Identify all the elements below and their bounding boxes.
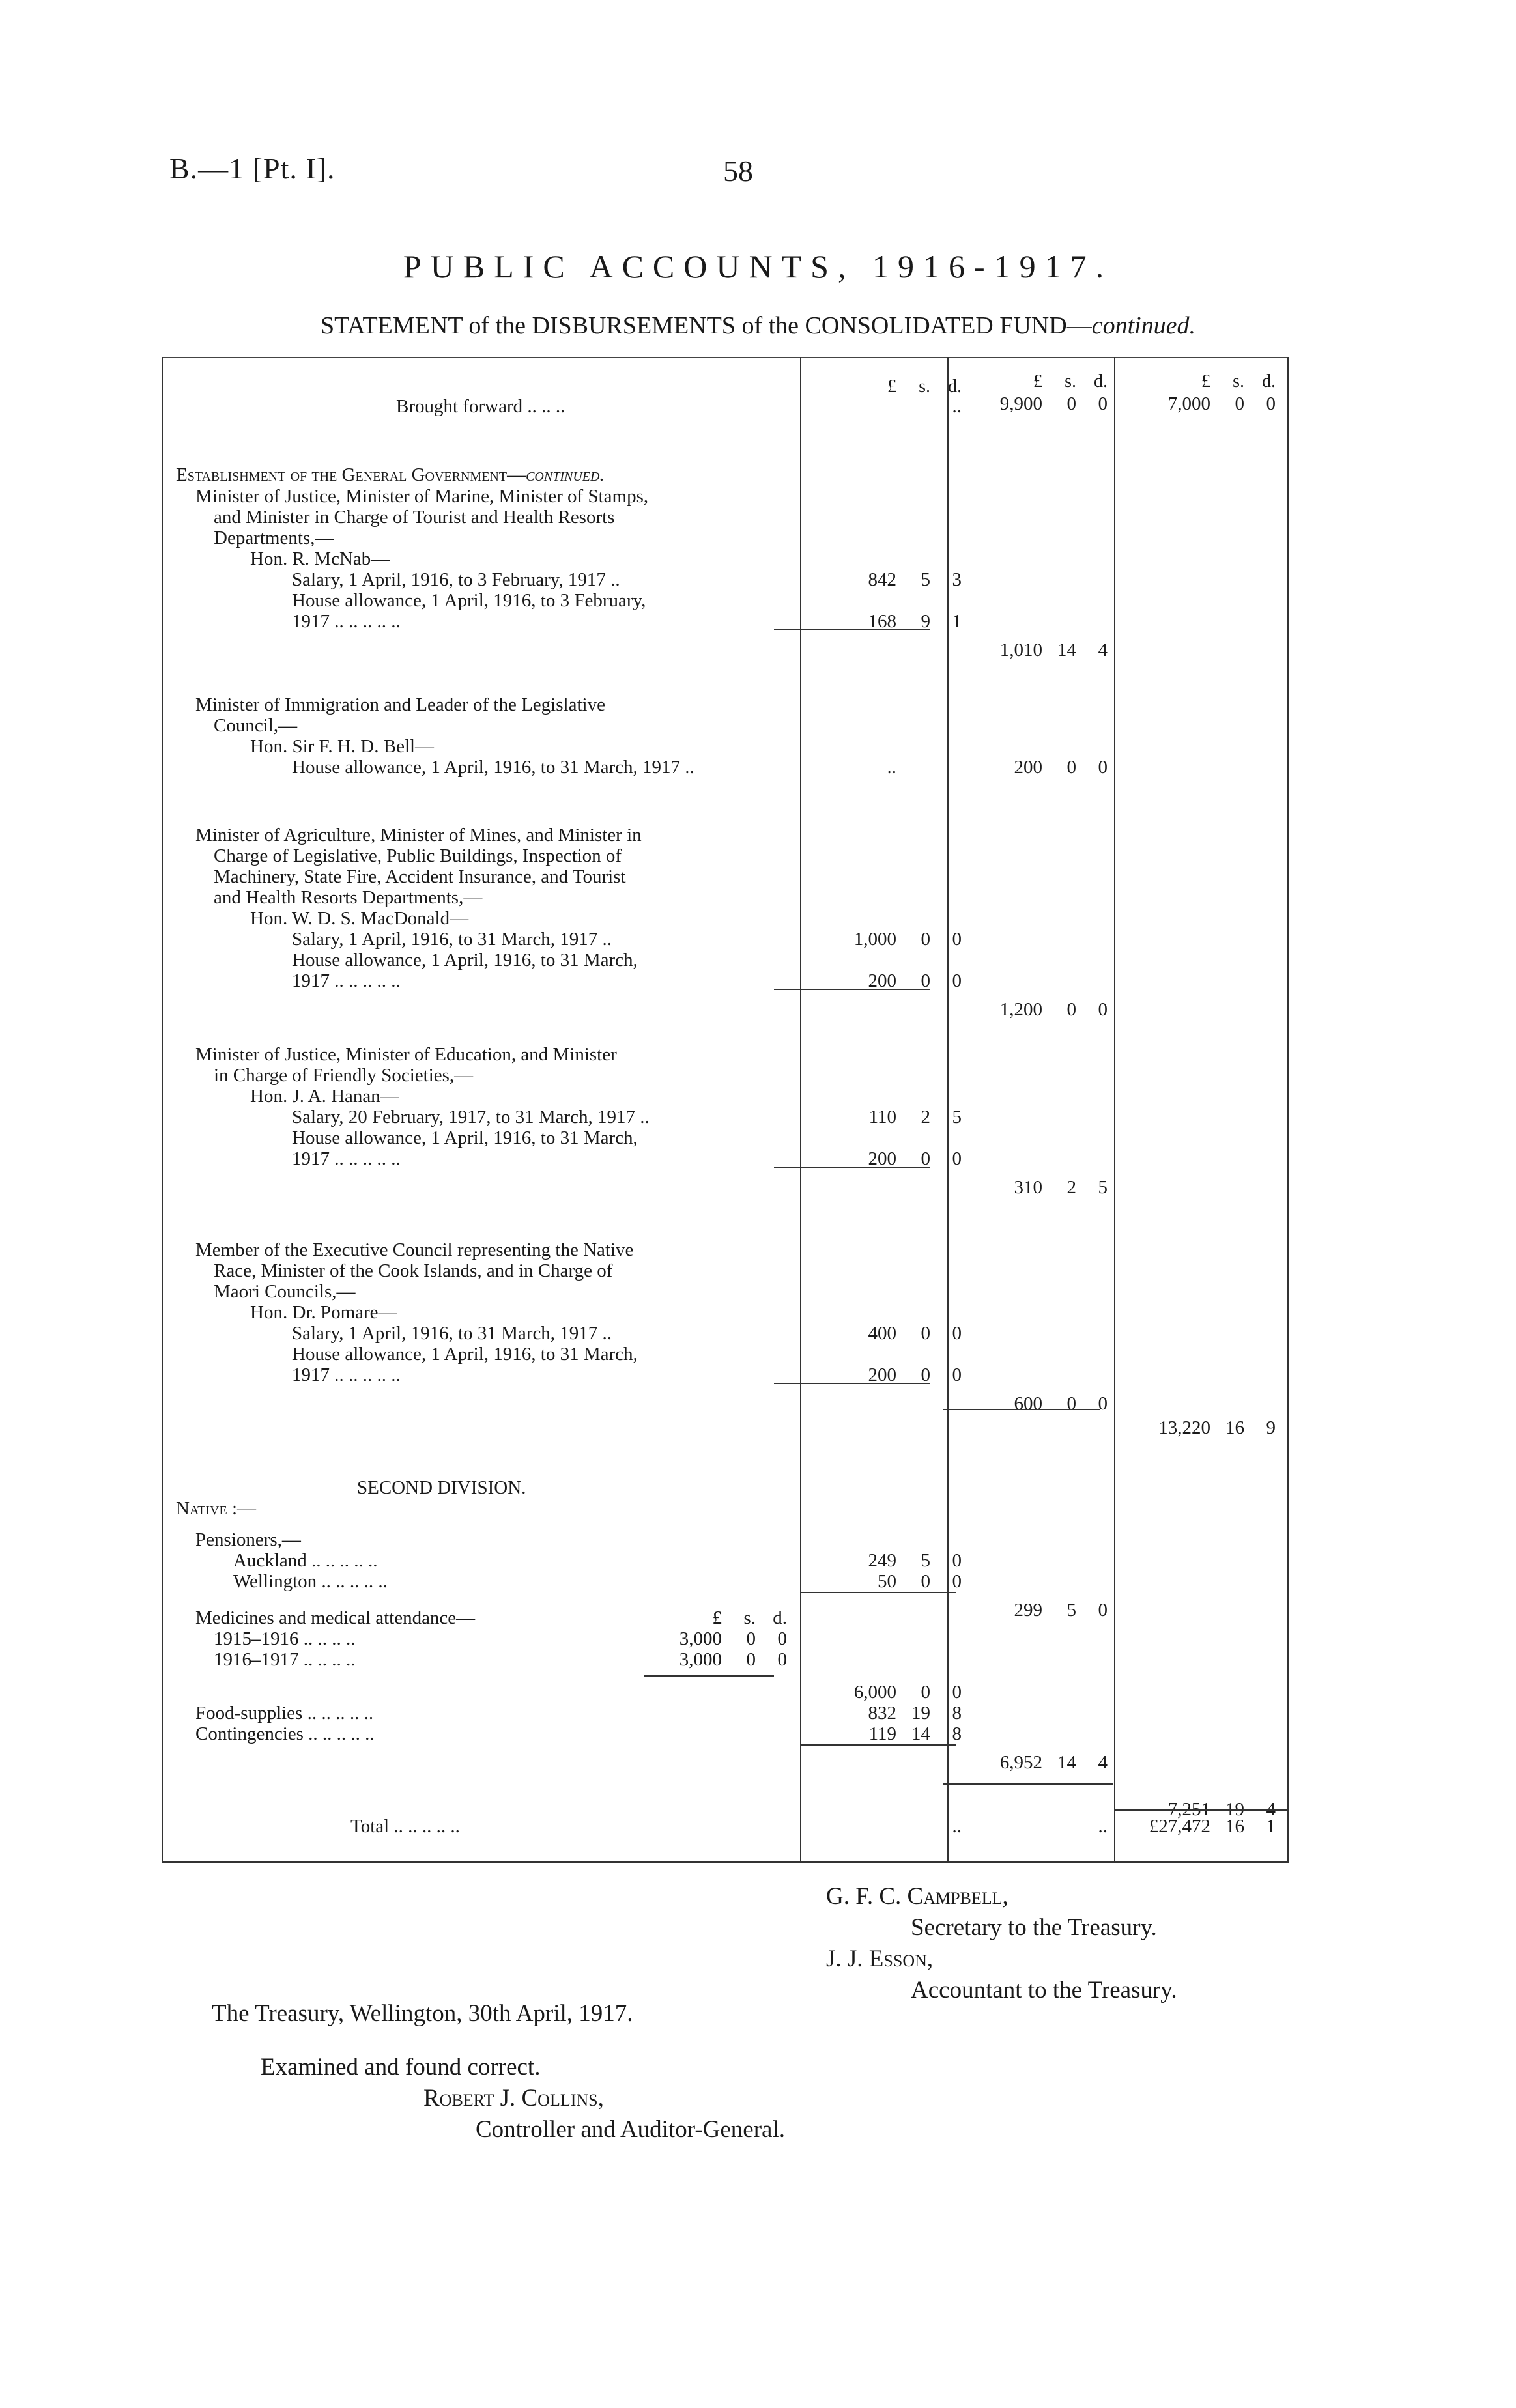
minister-total-pounds: 310	[1014, 1177, 1042, 1198]
item-amount-shillings: 9	[921, 611, 930, 632]
other-amount-pence: 8	[952, 1723, 962, 1744]
division-total-pounds: 7,251	[1167, 1799, 1210, 1820]
column-header-3-pounds: £	[1201, 371, 1210, 391]
disbursements-table	[162, 357, 1289, 1863]
pension-amount-pounds: 50	[878, 1571, 896, 1592]
column-header-3-shillings: s.	[1233, 371, 1244, 391]
item-amount-shillings: 0	[921, 970, 930, 991]
item-label: House allowance, 1 April, 1916, to 3 February,	[292, 590, 646, 611]
other-item: Contingencies .. .. .. .. ..	[195, 1723, 375, 1744]
pension-amount-shillings: 0	[921, 1571, 930, 1592]
medicine-amount-pounds: 3,000	[679, 1649, 722, 1670]
pension-amount	[805, 1550, 962, 1571]
brought-forward-c3-pounds: 7,000	[1167, 393, 1210, 414]
total-c2	[951, 1816, 1108, 1837]
medicine-total-pounds: 6,000	[853, 1682, 896, 1703]
column-header-3	[1119, 371, 1276, 392]
pension-total-pence: 0	[1098, 1600, 1108, 1621]
minister-name: Hon. Sir F. H. D. Bell—	[250, 736, 435, 757]
column-header-2-shillings: s.	[1065, 371, 1076, 391]
minister-total-pence: 5	[1098, 1177, 1108, 1198]
medicine-amount	[631, 1628, 787, 1649]
brought-forward-c2	[951, 393, 1108, 414]
column-header-1-pounds: £	[887, 376, 896, 397]
medicine-amount	[631, 1649, 787, 1670]
item-amount-pounds: 842	[868, 569, 896, 590]
page-number: 58	[723, 154, 753, 188]
medicine-amount-shillings: 0	[746, 1649, 756, 1670]
minister-name: Hon. Dr. Pomare—	[250, 1302, 397, 1323]
section-rule	[943, 1409, 1100, 1410]
column-header-1-shillings: s.	[919, 376, 930, 397]
inner-header-shillings: s.	[743, 1608, 756, 1628]
item-amount-pounds: ..	[887, 757, 896, 778]
item-amount-shillings	[896, 757, 930, 778]
minister-description: Member of the Executive Council representing the Native	[195, 1239, 634, 1260]
pensioners-label: Pensioners,—	[195, 1529, 301, 1550]
minister-total-shillings: 0	[1066, 757, 1076, 778]
item-amount-pounds: 400	[868, 1323, 896, 1344]
section-total-pounds: 13,220	[1158, 1417, 1210, 1438]
item-amount-pounds: 110	[868, 1107, 896, 1127]
auditor-name: Robert J. Collins,	[423, 2085, 604, 2112]
inner-column-header	[631, 1608, 787, 1628]
minister-description: Minister of Agriculture, Minister of Mines, and Minister in	[195, 825, 642, 845]
division-total-shillings: 19	[1225, 1799, 1244, 1820]
item-amount	[805, 757, 962, 778]
signature-campbell	[826, 1881, 1177, 2006]
pension-total	[951, 1600, 1108, 1621]
item-amount-pounds: 168	[868, 611, 896, 632]
other-amount-pounds: 832	[868, 1703, 896, 1723]
item-amount-pence: 1	[952, 611, 962, 632]
subtotal-rule	[943, 1783, 1113, 1785]
item-amount-pounds: 1,000	[853, 929, 896, 950]
minister-name: Hon. J. A. Hanan—	[250, 1086, 399, 1107]
grand-total	[1119, 1816, 1276, 1837]
medicine-amount-pence: 0	[777, 1628, 787, 1649]
other-amount-pence: 8	[952, 1703, 962, 1723]
item-amount-pence: 0	[952, 1148, 962, 1169]
column-header-3-pence: d.	[1262, 371, 1276, 391]
other-amount	[805, 1703, 962, 1723]
item-amount	[805, 1323, 962, 1344]
brought-forward-c2-shillings: 0	[1066, 393, 1076, 414]
division-subtotal-pounds: 6,952	[999, 1752, 1042, 1773]
medicine-total-shillings: 0	[921, 1682, 930, 1703]
examined-text: Examined and found correct.	[261, 2054, 541, 2080]
minister-total-pence: 4	[1098, 640, 1108, 660]
other-amount-shillings: 14	[911, 1723, 930, 1744]
total-c1-pounds: ..	[952, 1816, 962, 1837]
brought-forward-c3	[1119, 393, 1276, 414]
item-amount-pounds: 200	[868, 1148, 896, 1169]
minister-total-shillings: 14	[1057, 640, 1076, 660]
brought-forward-c1	[805, 396, 962, 417]
pension-item: Wellington .. .. .. .. ..	[233, 1571, 388, 1592]
minister-total	[951, 757, 1108, 778]
medicine-total-pence: 0	[952, 1682, 962, 1703]
item-label: House allowance, 1 April, 1916, to 31 March,	[292, 1127, 638, 1148]
medicine-item: 1916–1917 .. .. .. ..	[214, 1649, 356, 1670]
item-amount	[805, 929, 962, 950]
item-label: 1917 .. .. .. .. ..	[292, 1148, 401, 1169]
item-amount-pence: 0	[952, 929, 962, 950]
report-reference: B.—1 [Pt. I].	[169, 152, 336, 185]
signature-title: Accountant to the Treasury.	[911, 1977, 1177, 2004]
column-header-2-pounds: £	[1033, 371, 1042, 391]
second-division-heading: SECOND DIVISION.	[357, 1477, 526, 1498]
minister-total-pence: 0	[1098, 757, 1108, 778]
division-subtotal-shillings: 14	[1057, 1752, 1076, 1773]
medicines-label: Medicines and medical attendance—	[195, 1608, 476, 1628]
medicine-amount-shillings: 0	[746, 1628, 756, 1649]
column-divider-1	[800, 357, 801, 1863]
item-amount-shillings: 0	[921, 1323, 930, 1344]
brought-forward-c3-pence: 0	[1266, 393, 1276, 414]
item-amount-shillings: 2	[921, 1107, 930, 1127]
medicine-item: 1915–1916 .. .. .. ..	[214, 1628, 356, 1649]
grand-total-shillings: 16	[1225, 1816, 1244, 1837]
table-bottom-rule	[162, 1861, 1289, 1863]
signature-name: J. J. Esson,	[826, 1946, 934, 1972]
subtotal-rule	[774, 989, 930, 990]
pension-amount-shillings: 5	[921, 1550, 930, 1571]
item-label: Salary, 1 April, 1916, to 31 March, 1917 ..	[292, 929, 612, 950]
item-label: Salary, 1 April, 1916, to 31 March, 1917 ..	[292, 1323, 612, 1344]
item-amount-shillings: 0	[921, 929, 930, 950]
subtotal-rule	[800, 1744, 956, 1746]
pension-amount	[805, 1571, 962, 1592]
brought-forward-label: Brought forward .. .. ..	[396, 396, 565, 417]
division-total-pence: 4	[1266, 1799, 1276, 1820]
pension-amount-pence: 0	[952, 1550, 962, 1571]
minister-description: Departments,—	[214, 528, 334, 548]
medicine-amount-pence: 0	[777, 1649, 787, 1670]
item-label: 1917 .. .. .. .. ..	[292, 1365, 401, 1385]
pension-amount-pence: 0	[952, 1571, 962, 1592]
signature-title: Secretary to the Treasury.	[911, 1914, 1157, 1941]
brought-forward-c2-pounds: 9,900	[999, 393, 1042, 414]
total-label: Total .. .. .. .. ..	[350, 1816, 460, 1837]
minister-total-pounds: 1,200	[999, 999, 1042, 1020]
audit-block	[261, 2052, 785, 2146]
section-total	[1119, 1417, 1276, 1438]
minister-total-shillings: 0	[1066, 1393, 1076, 1414]
item-label: Salary, 1 April, 1916, to 3 February, 1917 ..	[292, 569, 620, 590]
brought-forward-c1-pounds: ..	[952, 396, 962, 417]
pension-total-shillings: 5	[1066, 1600, 1076, 1621]
column-header-1-pence: d.	[948, 376, 962, 397]
column-header-1	[805, 376, 962, 397]
subtotal-rule	[774, 629, 930, 630]
section-heading-cont: continued.	[526, 464, 605, 485]
subtotal-rule	[774, 1167, 930, 1168]
minister-total-pounds: 600	[1014, 1393, 1042, 1414]
minister-total	[951, 1393, 1108, 1414]
subtotal-rule	[774, 1383, 930, 1384]
statement-subtitle: STATEMENT of the DISBURSEMENTS of the CONSOLIDATED FUND—continued.	[320, 312, 1196, 339]
page-title: PUBLIC ACCOUNTS, 1916-1917.	[403, 248, 1113, 285]
minister-description: Minister of Immigration and Leader of the Legislative	[195, 694, 605, 715]
total-c2-pounds: ..	[1098, 1816, 1108, 1837]
minister-total-pounds: 1,010	[999, 640, 1042, 660]
item-amount-pence: 5	[952, 1107, 962, 1127]
pension-item: Auckland .. .. .. .. ..	[233, 1550, 378, 1571]
item-label: House allowance, 1 April, 1916, to 31 March,	[292, 1344, 638, 1365]
item-amount	[805, 1107, 962, 1127]
column-header-2-pence: d.	[1094, 371, 1108, 391]
medicine-amount-pounds: 3,000	[679, 1628, 722, 1649]
item-amount-shillings: 5	[921, 569, 930, 590]
item-label: 1917 .. .. .. .. ..	[292, 970, 401, 991]
minister-total	[951, 1177, 1108, 1198]
medicine-total	[805, 1682, 962, 1703]
item-amount-shillings: 0	[921, 1365, 930, 1385]
minister-total	[951, 999, 1108, 1020]
auditor-title: Controller and Auditor-General.	[476, 2116, 785, 2143]
minister-description: Maori Councils,—	[214, 1281, 356, 1302]
grand-total-pounds: £27,472	[1149, 1816, 1210, 1837]
inner-header-pounds: £	[712, 1608, 722, 1628]
minister-description: Charge of Legislative, Public Buildings, Inspection of	[214, 845, 622, 866]
item-amount-pence: 0	[952, 970, 962, 991]
minister-description: in Charge of Friendly Societies,—	[214, 1065, 474, 1086]
minister-total-shillings: 2	[1066, 1177, 1076, 1198]
minister-total-pounds: 200	[1014, 757, 1042, 778]
column-header-2	[951, 371, 1108, 392]
brought-forward-c2-pence: 0	[1098, 393, 1108, 414]
minister-name: Hon. W. D. S. MacDonald—	[250, 908, 469, 929]
native-heading: Native :—	[176, 1498, 257, 1519]
inner-header-pence: d.	[773, 1608, 787, 1628]
minister-total-shillings: 0	[1066, 999, 1076, 1020]
minister-total	[951, 640, 1108, 660]
minister-description: Race, Minister of the Cook Islands, and in Charge of	[214, 1260, 613, 1281]
section-total-shillings: 16	[1225, 1417, 1244, 1438]
item-amount-pence: 0	[952, 1323, 962, 1344]
item-amount-pounds: 200	[868, 1365, 896, 1385]
signature-name: G. F. C. Campbell,	[826, 1883, 1008, 1910]
item-label: House allowance, 1 April, 1916, to 31 March,	[292, 950, 638, 970]
item-label: House allowance, 1 April, 1916, to 31 March, 1917 ..	[292, 757, 694, 778]
minister-description: Minister of Justice, Minister of Education, and Minister	[195, 1044, 617, 1065]
table-left-border	[162, 357, 163, 1863]
minister-total-pence: 0	[1098, 999, 1108, 1020]
section-total-pence: 9	[1266, 1417, 1276, 1438]
item-amount-pounds: 200	[868, 970, 896, 991]
pension-amount-pounds: 249	[868, 1550, 896, 1571]
other-amount-shillings: 19	[911, 1703, 930, 1723]
total-rule	[1114, 1809, 1287, 1811]
item-label: 1917 .. .. .. .. ..	[292, 611, 401, 632]
minister-description: and Health Resorts Departments,—	[214, 887, 483, 908]
other-amount	[805, 1723, 962, 1744]
division-subtotal-pence: 4	[1098, 1752, 1108, 1773]
minister-description: Machinery, State Fire, Accident Insurance, and Tourist	[214, 866, 626, 887]
minister-description: and Minister in Charge of Tourist and Health Resorts	[214, 507, 615, 528]
table-right-border	[1287, 357, 1289, 1863]
brought-forward-c3-shillings: 0	[1235, 393, 1244, 414]
other-amount-pounds: 119	[868, 1723, 896, 1744]
other-item: Food-supplies .. .. .. .. ..	[195, 1703, 374, 1723]
item-amount-shillings: 0	[921, 1148, 930, 1169]
grand-total-pence: 1	[1266, 1816, 1276, 1837]
minister-description: Minister of Justice, Minister of Marine, Minister of Stamps,	[195, 486, 649, 507]
subtotal-rule	[800, 1592, 956, 1593]
division-subtotal	[951, 1752, 1108, 1773]
total-c1	[805, 1816, 962, 1837]
subtotal-rule	[644, 1675, 774, 1677]
column-divider-3	[1114, 357, 1115, 1863]
item-amount-pence: 0	[952, 1365, 962, 1385]
minister-description: Council,—	[214, 715, 298, 736]
item-amount	[805, 569, 962, 590]
item-label: Salary, 20 February, 1917, to 31 March, 1917 ..	[292, 1107, 650, 1127]
place-date: The Treasury, Wellington, 30th April, 1917.	[212, 2000, 633, 2027]
minister-total-pence: 0	[1098, 1393, 1108, 1414]
table-top-rule	[162, 357, 1289, 358]
minister-name: Hon. R. McNab—	[250, 548, 390, 569]
section-heading	[176, 464, 605, 485]
pension-total-pounds: 299	[1014, 1600, 1042, 1621]
item-amount-pence: 3	[952, 569, 962, 590]
section-heading-text: Establishment of the General Government—	[176, 464, 526, 485]
